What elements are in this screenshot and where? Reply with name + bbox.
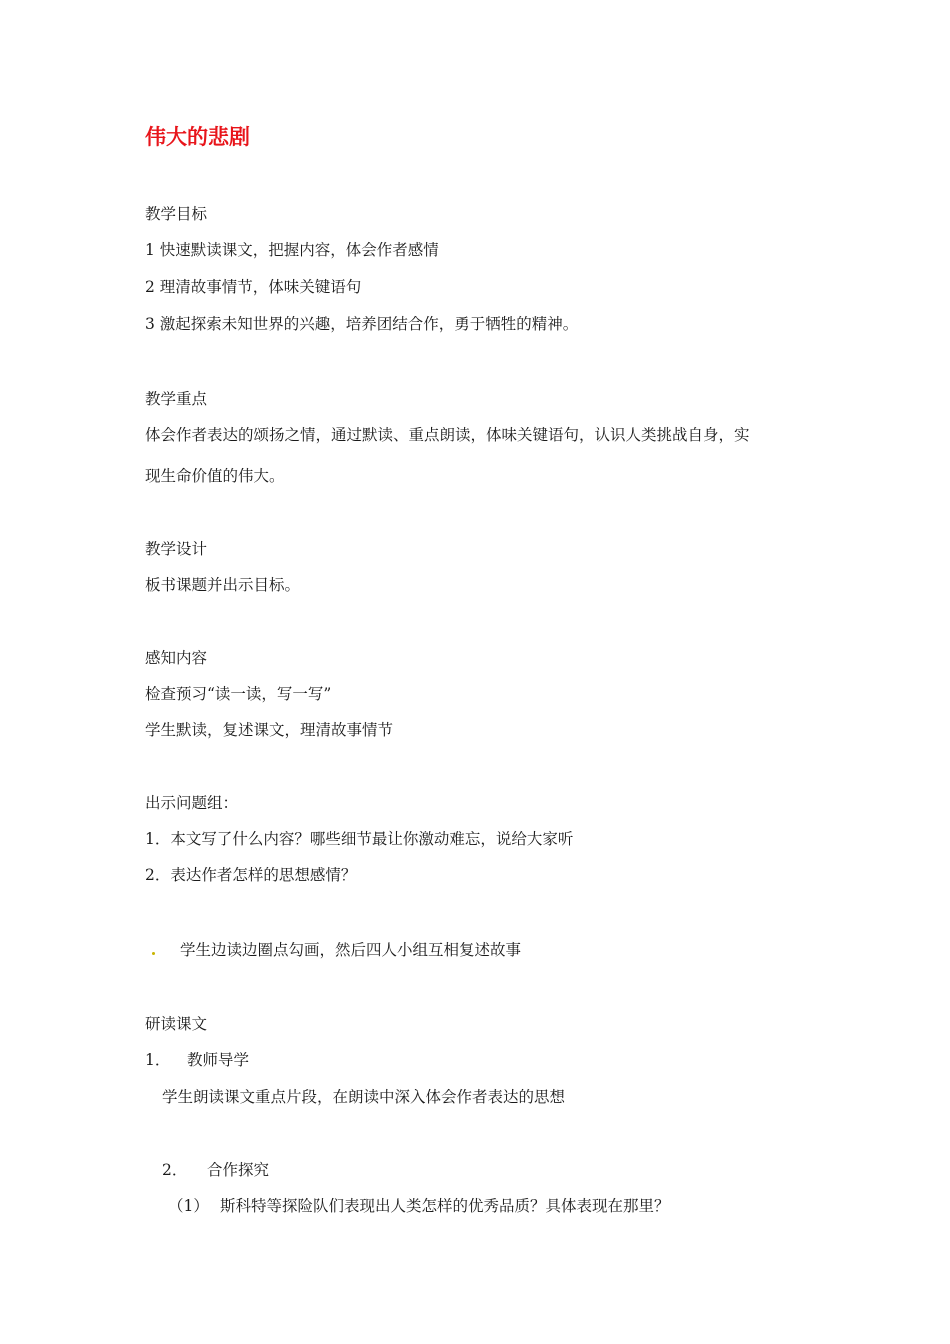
question-item: 2．表达作者怎样的思想感情？ [145, 866, 357, 884]
goal-item: 1 快速默读课文，把握内容，体会作者感情 [145, 241, 439, 259]
goal-item: 2 理清故事情节，体味关键语句 [145, 278, 362, 296]
design-text: 板书课题并出示目标。 [145, 576, 301, 594]
perceive-heading: 感知内容 [145, 649, 208, 667]
question-item: 1．本文写了什么内容？哪些细节最让你激动难忘，说给大家听 [145, 830, 574, 848]
questions-heading: 出示问题组： [145, 794, 239, 812]
sub-item-text: 斯科特等探险队们表现出人类怎样的优秀品质？具体表现在那里？ [220, 1197, 670, 1215]
list-marker-dot [152, 952, 155, 955]
sub-item-number: （1） [168, 1197, 209, 1215]
study-heading: 研读课文 [145, 1015, 208, 1033]
focus-heading: 教学重点 [145, 390, 208, 408]
goals-heading: 教学目标 [145, 205, 208, 223]
goal-item: 3 激起探索未知世界的兴趣，培养团结合作，勇于牺牲的精神。 [145, 315, 579, 333]
document-title: 伟大的悲剧 [145, 125, 250, 149]
perceive-text: 检查预习“读一读，写一写” [145, 685, 332, 703]
step-number: 2． [162, 1161, 188, 1179]
activity-text: 学生边读边圈点勾画，然后四人小组互相复述故事 [180, 941, 522, 959]
focus-text-line: 现生命价值的伟大。 [145, 467, 285, 485]
perceive-text: 学生默读，复述课文，理清故事情节 [145, 721, 394, 739]
focus-text-line: 体会作者表达的颂扬之情，通过默读、重点朗读，体味关键语句，认识人类挑战自身，实 [145, 426, 750, 444]
step-label: 合作探究 [207, 1161, 270, 1179]
step-number: 1． [145, 1051, 171, 1069]
design-heading: 教学设计 [145, 540, 208, 558]
step-text: 学生朗读课文重点片段，在朗读中深入体会作者表达的思想 [162, 1088, 566, 1106]
step-label: 教师导学 [187, 1051, 250, 1069]
